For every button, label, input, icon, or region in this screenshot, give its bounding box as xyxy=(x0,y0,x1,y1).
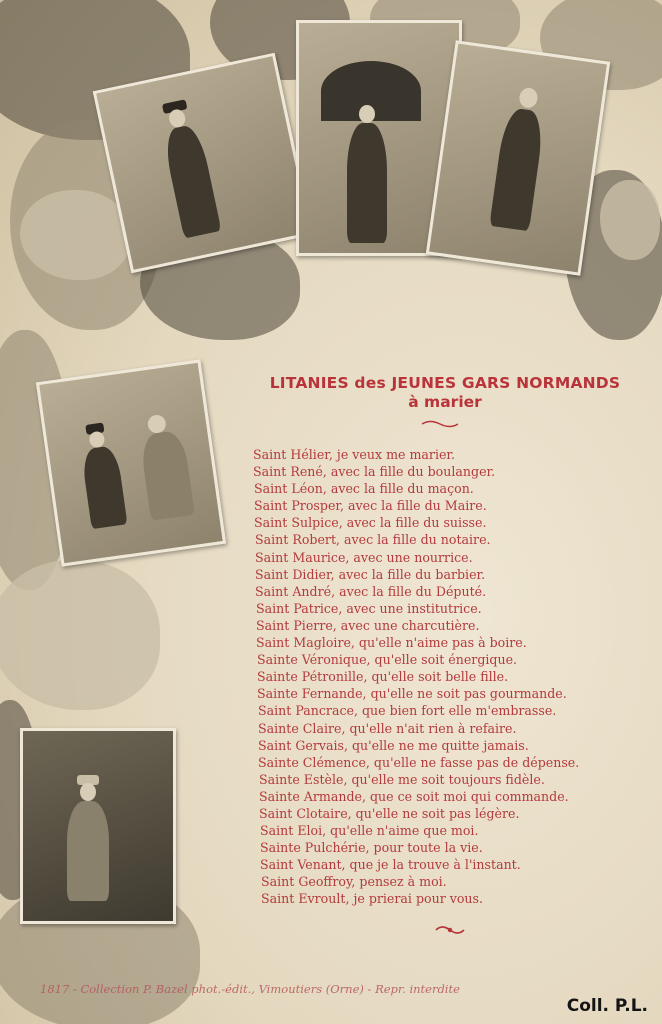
photo-man-in-smock xyxy=(426,40,611,276)
litany-line: Saint Gervais, qu'elle ne me quitte jamais. xyxy=(258,737,529,753)
litany-line: Saint Maurice, avec une nourrice. xyxy=(255,549,473,565)
litany-line: Saint Patrice, avec une institutrice. xyxy=(256,600,482,616)
litany-line: Sainte Claire, qu'elle n'ait rien à refaire. xyxy=(258,720,517,736)
litany-line: Saint Clotaire, qu'elle ne soit pas légère. xyxy=(259,805,520,821)
litany-list xyxy=(253,446,579,908)
publisher-line: 1817 - Collection P. Bazel phot.-édit., Vimoutiers (Orne) - Repr. interdite xyxy=(40,982,460,996)
litany-line: Saint Magloire, qu'elle n'aime pas à boire. xyxy=(256,635,527,651)
card-title xyxy=(240,374,650,412)
litany-line: Saint Didier, avec la fille du barbier. xyxy=(255,566,486,582)
litany-line: Saint Léon, avec la fille du maçon. xyxy=(254,481,474,497)
litany-line: Saint Hélier, je veux me marier. xyxy=(253,447,456,462)
litany-line: Sainte Véronique, qu'elle soit énergique. xyxy=(257,652,518,668)
litany-line: Saint Pierre, avec une charcutière. xyxy=(256,617,480,633)
litany-line: Sainte Pulchérie, pour toute la vie. xyxy=(260,840,483,856)
litany-line: Saint Robert, avec la fille du notaire. xyxy=(255,532,491,548)
flourish-ornament-icon xyxy=(420,418,460,430)
title-line-1: LITANIES des JEUNES GARS NORMANDS xyxy=(269,374,621,392)
title-line-2: à marier xyxy=(408,393,482,411)
litany-line: Saint Eloi, qu'elle n'aime que moi. xyxy=(260,823,479,839)
litany-line: Sainte Armande, que ce soit moi qui commande. xyxy=(259,788,569,804)
litany-line: Sainte Estèle, qu'elle me soit toujours fidèle. xyxy=(259,771,545,787)
litany-line: Sainte Fernande, qu'elle ne soit pas gourmande. xyxy=(257,686,567,702)
litany-line: Sainte Pétronille, qu'elle soit belle fille. xyxy=(257,669,509,685)
collection-watermark: Coll. P.L. xyxy=(566,996,648,1016)
end-flourish-icon xyxy=(432,922,468,938)
litany-line: Saint Sulpice, avec la fille du suisse. xyxy=(254,515,487,531)
photo-seated-couple xyxy=(36,359,226,566)
litany-line: Saint André, avec la fille du Député. xyxy=(255,583,487,599)
photo-man-in-garden xyxy=(20,728,176,924)
litany-line: Saint Prosper, avec la fille du Maire. xyxy=(254,498,487,514)
litany-line: Saint Evroult, je prierai pour vous. xyxy=(261,891,483,907)
litany-line: Saint Geoffroy, pensez à moi. xyxy=(261,874,447,890)
litany-line: Saint René, avec la fille du boulanger. xyxy=(253,464,496,480)
litany-line: Saint Pancrace, que bien fort elle m'embrasse. xyxy=(258,703,557,719)
litany-line: Sainte Clémence, qu'elle ne fasse pas de dépense. xyxy=(258,754,580,770)
photo-young-man-with-cane xyxy=(93,53,314,274)
litany-line: Saint Venant, que je la trouve à l'instant. xyxy=(260,857,521,873)
